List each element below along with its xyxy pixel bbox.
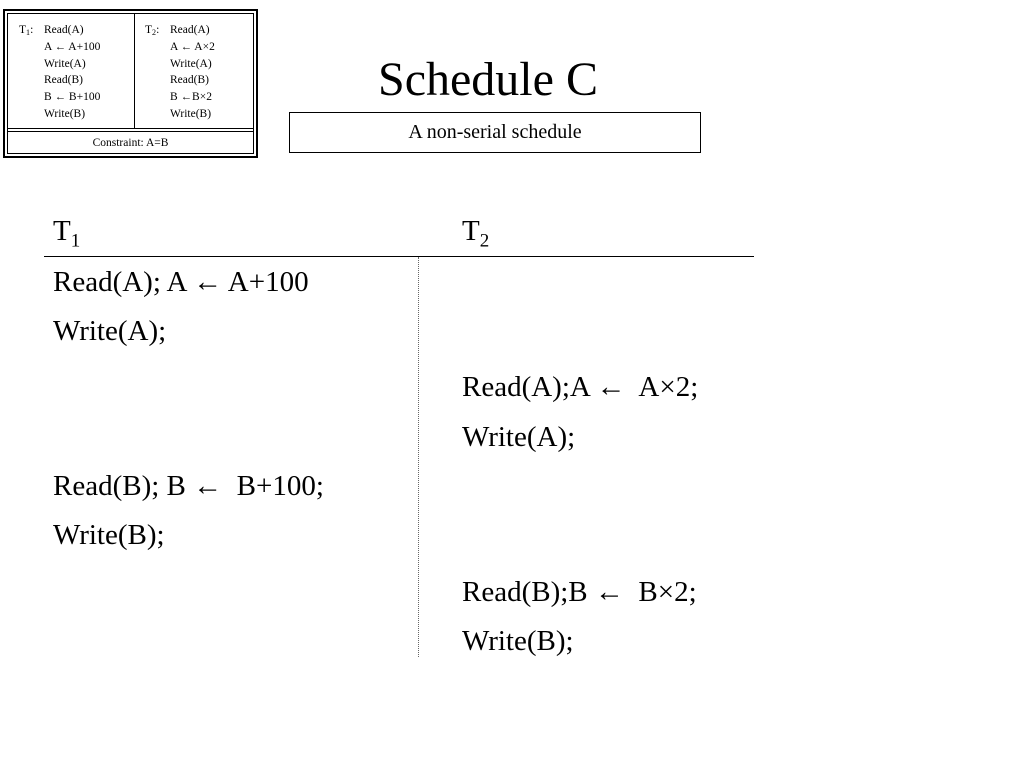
reference-t2-line: Read(B): [170, 74, 209, 87]
reference-t2-line: Read(A): [170, 24, 210, 36]
reference-t2-line: Write(B): [170, 107, 212, 120]
schedule-step: Read(B);B ← B×2;: [462, 576, 697, 608]
reference-divider-line: [8, 128, 253, 129]
subtitle-box: [289, 112, 701, 153]
reference-t1-line: A ← A+100: [44, 40, 101, 53]
reference-t1-line: Write(A): [44, 57, 86, 70]
reference-t1-line: Read(B): [44, 74, 83, 87]
schedule-step: Write(B);: [53, 519, 165, 551]
schedule-step: Read(A);A ← A×2;: [462, 371, 699, 403]
reference-column-divider: [134, 14, 135, 129]
reference-t1-line: Read(A): [44, 24, 84, 36]
reference-box: [3, 9, 258, 158]
schedule-step: Write(A);: [462, 421, 576, 453]
reference-t2-column: [145, 22, 215, 123]
column-header-t2: $T_2$: [462, 215, 490, 252]
reference-t2-line: Write(A): [170, 57, 212, 70]
reference-divider-line: [8, 131, 253, 132]
reference-t1-label: $T_1$:: [19, 24, 34, 37]
schedule-step: Write(B);: [462, 625, 574, 657]
reference-t1-line: Write(B): [44, 107, 86, 120]
constraint-text: Constraint: A=B: [92, 137, 169, 149]
header-rule: [44, 256, 754, 257]
reference-box-inner: [7, 13, 254, 154]
schedule-step: Read(A); A ← A+100: [53, 266, 309, 298]
column-divider: [418, 257, 419, 657]
reference-t2-label: $T_2$:: [145, 24, 160, 37]
reference-t2-line: A ← A×2: [170, 40, 215, 53]
schedule-step: Write(A);: [53, 315, 167, 347]
subtitle-text: A non-serial schedule: [408, 121, 582, 143]
schedule-step: Read(B); B ← B+100;: [53, 470, 324, 502]
reference-t2-line: B ←B×2: [170, 91, 212, 104]
page-title: Schedule C: [378, 53, 598, 106]
column-header-t1: $T_1$: [53, 215, 81, 252]
reference-t1-column: [19, 22, 100, 123]
reference-t1-line: B ← B+100: [44, 91, 101, 104]
